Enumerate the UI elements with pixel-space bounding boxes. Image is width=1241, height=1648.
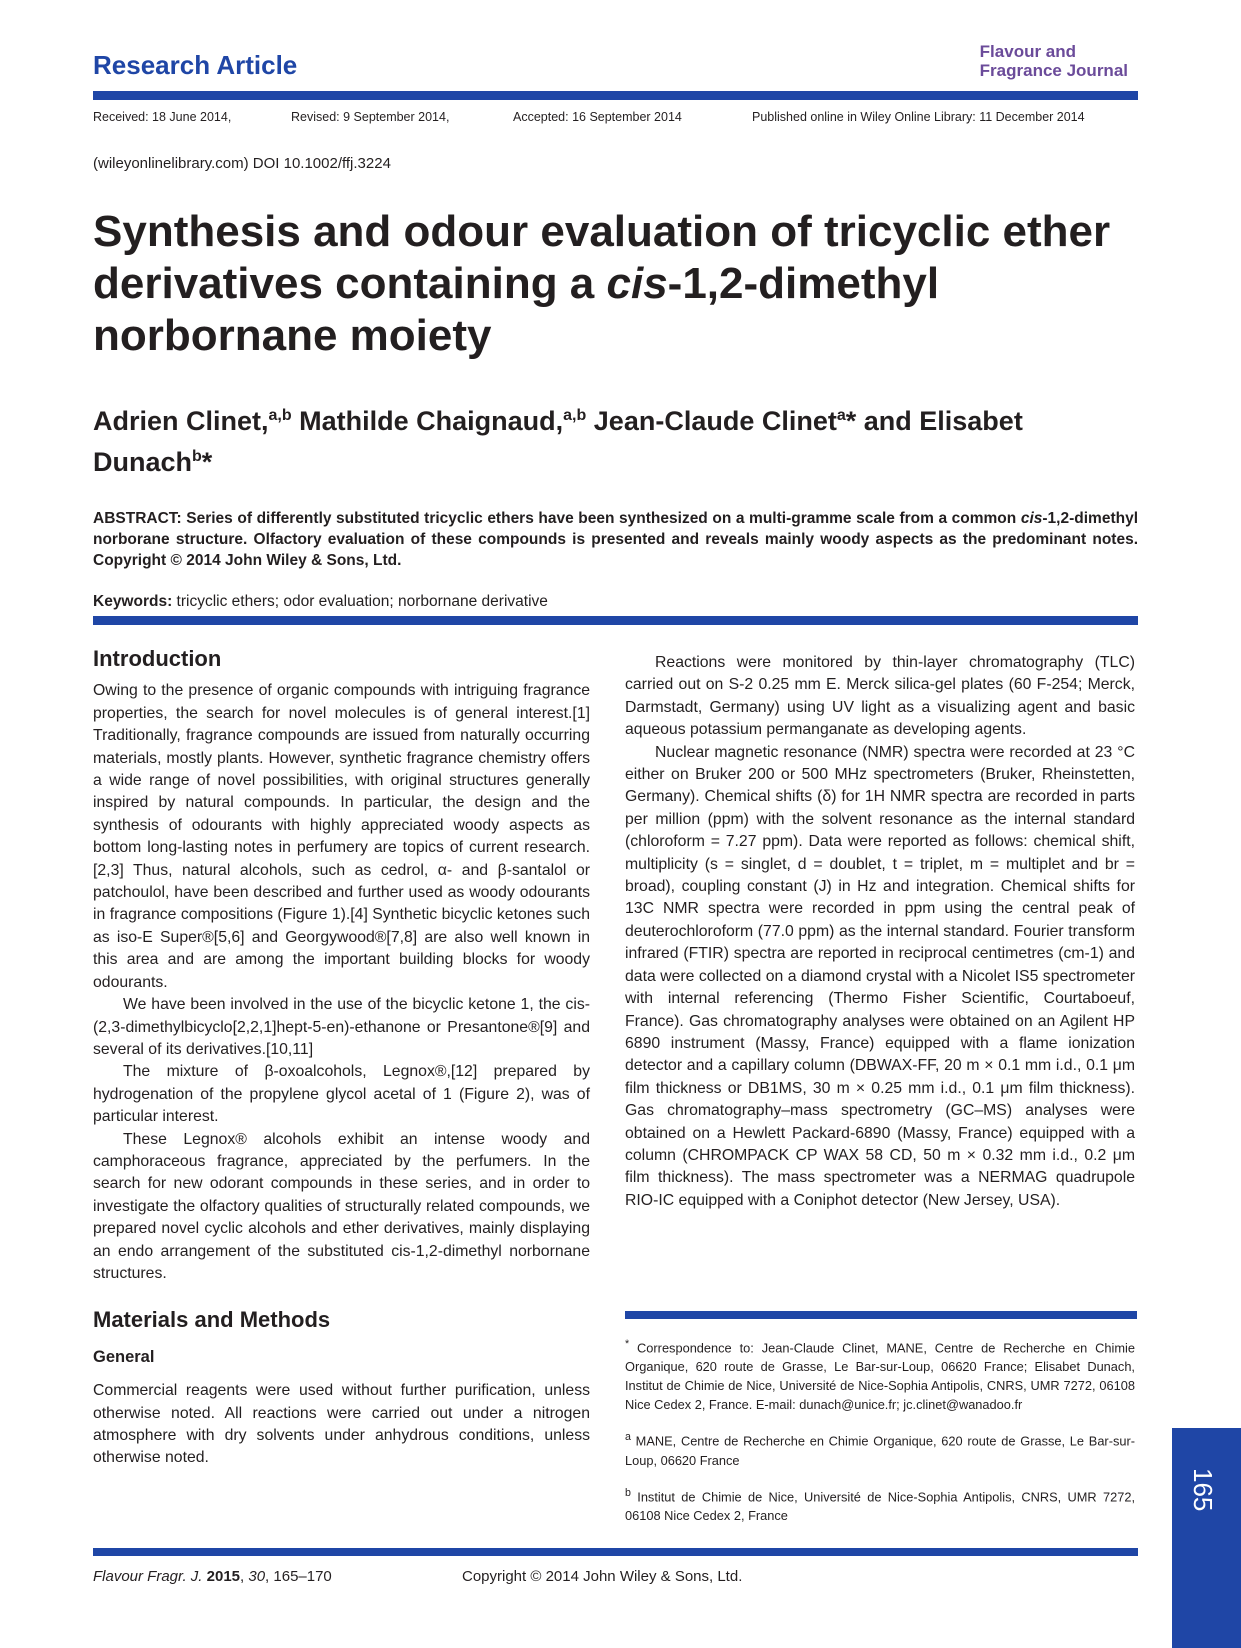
header-rule (93, 91, 1138, 100)
introduction-heading: Introduction (93, 646, 222, 671)
received-date: Received: 18 June 2014, (93, 110, 232, 124)
affiliation-a (625, 1428, 1135, 1469)
article-title (93, 206, 1138, 362)
footer-copyright: Copyright © 2014 John Wiley & Sons, Ltd. (462, 1568, 743, 1585)
footer-rule (93, 1548, 1138, 1556)
author-name: * and Elisabet Dunach (93, 406, 1023, 477)
affiliation-b (625, 1484, 1135, 1525)
keywords-text: tricyclic ethers; odor evaluation; norbornane derivative (172, 593, 548, 610)
correspondence-text: Correspondence to: Jean-Claude Clinet, MANE, Centre de Recherche en Chimie Organique, 620 route de Grasse, Le Bar-sur-Loup, 06620 France; Elisabet Dunach, Institut de Chimie de Nice, Université de Nice-Sophia Antipolis, CNRS, UMR 7272, 06108 Nice Cedex 2, France. E-mail: dunach@unice.fr; jc.clinet@wanadoo.fr (625, 1340, 1135, 1413)
footnote-rule (625, 1311, 1137, 1319)
citation-volume: 30 (248, 1568, 266, 1585)
author-affiliation-mark: b (192, 448, 202, 465)
author-affiliation-mark: a (836, 407, 846, 424)
paragraph: Commercial reagents were used without further purification, unless otherwise noted. All reactions were carried out under a nitrogen atmosphere with dry solvents under anhydrous conditions, unless otherwise noted. (93, 1382, 590, 1467)
journal-logo-line1: Flavour and (979, 42, 1077, 61)
right-column (625, 652, 1135, 1212)
paragraph: Reactions were monitored by thin-layer chromatography (TLC) carried out on S-2 0.25 mm E. Merck silica-gel plates (60 F-254; Merck, Darmstadt, Germany) using UV light as a visualizing agent and basic aqueous potassium permanganate as developing agents. (625, 654, 1135, 739)
affiliation-text: Institut de Chimie de Nice, Université de Nice-Sophia Antipolis, CNRS, UMR 7272, 06108 Nice Cedex 2, France (625, 1488, 1135, 1523)
abstract-text: Series of differently substituted tricyclic ethers have been synthesized on a multi-gramme scale from a common (181, 510, 1021, 527)
general-heading: General (93, 1347, 155, 1366)
title-part1: Synthesis and odour evaluation of tricyclic ether derivatives containing a (93, 207, 1111, 308)
published-date: Published online in Wiley Online Library: 11 December 2014 (752, 110, 1085, 124)
journal-logo (980, 42, 1128, 80)
accepted-date: Accepted: 16 September 2014 (513, 110, 682, 124)
author-affiliation-mark: a,b (268, 407, 292, 424)
author-name: Jean-Claude Clinet (586, 406, 837, 436)
author-list (93, 398, 1138, 480)
paragraph: Owing to the presence of organic compounds with intriguing fragrance properties, the search for novel molecules is of general interest.[1] Traditionally, fragrance compounds are issued from naturally occurring materials, mostly plants. However, synthetic fragrance chemistry offers a wide range of novel possibilities, with original structures generally inspired by natural compounds. In particular, the design and the synthesis of odourants with highly appreciated woody aspects as bottom long-lasting notes in perfumery are topics of current research.[2,3] Thus, natural alcohols, such as cedrol, α- and β-santalol or patchoulol, have been described and further used as woody odourants in fragrance compositions (Figure 1).[4] Synthetic bicyclic ketones such as iso-E Super®[5,6] and Georgywood®[7,8] are also well known in this area and are among the important building blocks for woody odourants. (93, 682, 590, 991)
keywords (93, 593, 548, 611)
title-part2: -1,2-dimethyl norbornane moiety (93, 259, 940, 360)
abstract-rule (93, 616, 1138, 625)
abstract-italic: cis (1020, 510, 1043, 527)
journal-abbrev: Flavour Fragr. J. (93, 1568, 203, 1585)
author-name: Mathilde Chaignaud, (291, 406, 564, 436)
paragraph: The mixture of β-oxoalcohols, Legnox®,[12] prepared by hydrogenation of the propylene glycol acetal of 1 (Figure 2), was of particular interest. (93, 1063, 590, 1126)
title-italic: cis (606, 259, 668, 308)
citation-year: 2015 (206, 1568, 241, 1585)
author-name: * (201, 447, 213, 477)
paragraph: We have been involved in the use of the bicyclic ketone 1, the cis-(2,3-dimethylbicyclo[2,2,1]hept-5-en)-ethanone or Presantone®[9] and several of its derivatives.[10,11] (93, 996, 590, 1058)
footnote-mark: b (625, 1486, 631, 1499)
materials-methods-heading: Materials and Methods (93, 1307, 331, 1333)
paragraph: These Legnox® alcohols exhibit an intense woody and camphoraceous fragrance, appreciated by the perfumers. In the search for new odorant compounds in these series, and in order to investigate the olfactory qualities of structurally related compounds, we prepared novel cyclic alcohols and ether derivatives, mainly displaying an endo arrangement of the substituted cis-1,2-dimethyl norbornane structures. (93, 1130, 590, 1282)
footnotes (625, 1335, 1135, 1539)
left-column (93, 648, 590, 1470)
abstract-text: -1,2-dimethyl norborane structure. Olfactory evaluation of these compounds is presented and reveals mainly woody aspects as the predominant notes. Copyright © 2014 John Wiley & Sons, Ltd. (93, 510, 1138, 569)
page-number: 165 (1188, 1468, 1218, 1512)
paragraph: Nuclear magnetic resonance (NMR) spectra were recorded at 23 °C either on Bruker 200 or 500 MHz spectrometers (Bruker, Rheinstetten, Germany). Chemical shifts (δ) for 1H NMR spectra are recorded in parts per million (ppm) with the solvent resonance as the internal standard (chloroform = 7.27 ppm). Data were reported as follows: chemical shift, multiplicity (s = singlet, d = doublet, t = triplet, m = multiplet and br = broad), coupling constant (J) in Hz and integration. Chemical shifts for 13C NMR spectra were recorded in ppm using the central peak of deuterochloroform (77.0 ppm) as the internal standard. Fourier transform infrared (FTIR) spectra are reported in reciprocal centimetres (cm-1) and data were collected on a diamond crystal with a Nicolet IS5 spectrometer with internal referencing (Thermo Fisher Scientific, Courtaboeuf, France). Gas chromatography analyses were obtained on an Agilent HP 6890 instrument (Massy, France) equipped with a flame ionization detector and a capillary column (DBWAX-FF, 20 m × 0.1 mm i.d., 0.1 μm film thickness or DB1MS, 30 m × 0.25 mm i.d., 0.1 μm film thickness). Gas chromatography–mass spectrometry (GC–MS) analyses were obtained on a Hewlett Packard-6890 (Massy, France) equipped with a column (CHROMPACK CP WAX 58 CD, 50 m × 0.32 mm i.d., 0.2 μm film thickness). The mass spectrometer was a NERMAG quadrupole RIO-IC equipped with a Coniphot detector (New Jersey, USA). (625, 743, 1135, 1209)
abstract (93, 508, 1138, 571)
affiliation-text: MANE, Centre de Recherche en Chimie Organique, 620 route de Grasse, Le Bar-sur-Loup, 06620 France (625, 1433, 1135, 1468)
footnote-mark: * (625, 1338, 630, 1350)
citation-pages: , 165–170 (265, 1568, 332, 1585)
correspondence-note (625, 1335, 1135, 1414)
revised-date: Revised: 9 September 2014, (291, 110, 450, 124)
footnote-mark: a (625, 1431, 631, 1444)
author-name: Adrien Clinet, (93, 406, 269, 436)
doi-line: (wileyonlinelibrary.com) DOI 10.1002/ffj.3224 (93, 155, 391, 172)
author-affiliation-mark: a,b (563, 407, 587, 424)
citation: Flavour Fragr. J. 2015, 30, 165–170 (93, 1568, 332, 1585)
page-number-tab (1172, 1428, 1241, 1648)
article-type: Research Article (93, 50, 298, 80)
keywords-label: Keywords: (93, 593, 173, 610)
abstract-label: ABSTRACT: (93, 510, 182, 527)
journal-logo-line2: Fragrance Journal (979, 61, 1128, 80)
